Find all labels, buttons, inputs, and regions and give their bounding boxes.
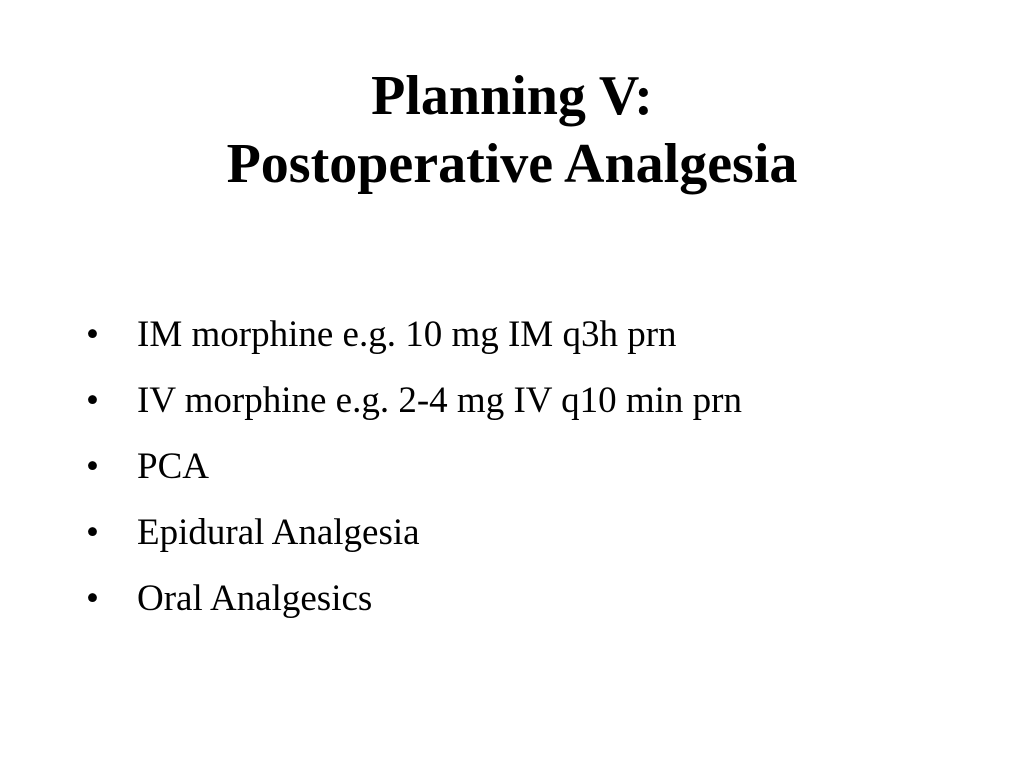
slide-title-line-1: Planning V:	[371, 65, 653, 127]
bullet-text: IV morphine e.g. 2-4 mg IV q10 min prn	[137, 380, 742, 421]
bullet-icon: •	[86, 314, 99, 355]
bullet-icon: •	[86, 380, 99, 421]
slide-title	[0, 62, 1024, 198]
slide-title-line-2: Postoperative Analgesia	[226, 133, 798, 195]
bullet-icon: •	[86, 578, 99, 619]
bullet-text: PCA	[137, 446, 209, 487]
bullet-text: Oral Analgesics	[137, 578, 373, 619]
bullet-icon: •	[86, 512, 99, 553]
bullet-icon: •	[86, 446, 99, 487]
bullet-text: Epidural Analgesia	[137, 512, 420, 553]
bullet-text: IM morphine e.g. 10 mg IM q3h prn	[137, 314, 677, 355]
